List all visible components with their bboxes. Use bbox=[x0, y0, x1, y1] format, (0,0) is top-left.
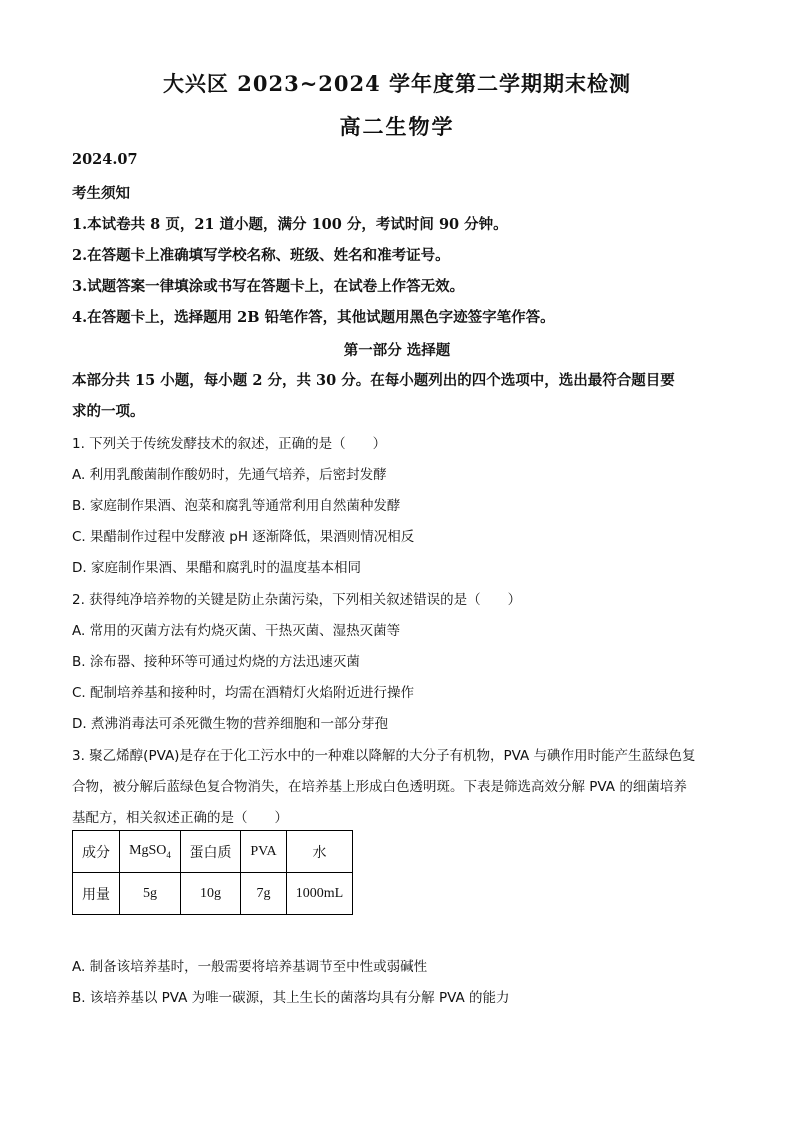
section-intro: 求的一项。 bbox=[72, 403, 145, 420]
table-cell: 蛋白质 bbox=[181, 831, 241, 873]
table-cell: 1000mL bbox=[287, 873, 353, 915]
table-header-row bbox=[73, 831, 353, 873]
option-b: B. 家庭制作果酒、泡菜和腐乳等通常利用自然菌种发酵 bbox=[72, 498, 401, 514]
exam-date: 2024.07 bbox=[72, 151, 138, 168]
question-stem: 基配方，相关叙述正确的是（ ） bbox=[72, 810, 288, 826]
question-stem: 1. 下列关于传统发酵技术的叙述，正确的是（ ） bbox=[72, 436, 387, 452]
table-row bbox=[73, 873, 353, 915]
notice-heading: 考生须知 bbox=[72, 185, 130, 202]
option-a: A. 利用乳酸菌制作酸奶时，先通气培养，后密封发酵 bbox=[72, 467, 387, 483]
exam-subject: 高二生物学 bbox=[339, 114, 455, 139]
option-b: B. 该培养基以 PVA 为唯一碳源，其上生长的菌落均具有分解 PVA 的能力 bbox=[72, 990, 510, 1006]
table-cell: 10g bbox=[181, 873, 241, 915]
section-title: 第一部分 选择题 bbox=[343, 342, 451, 359]
option-d: D. 煮沸消毒法可杀死微生物的营养细胞和一部分芽孢 bbox=[72, 716, 388, 732]
table-cell: 成分 bbox=[73, 831, 120, 873]
table-cell: PVA bbox=[241, 831, 287, 873]
table-cell: 5g bbox=[120, 873, 181, 915]
option-b: B. 涂布器、接种环等可通过灼烧的方法迅速灭菌 bbox=[72, 654, 360, 670]
table-cell: 用量 bbox=[73, 873, 120, 915]
option-c: C. 果醋制作过程中发酵液 pH 逐渐降低，果酒则情况相反 bbox=[72, 529, 415, 545]
notice-item: 4.在答题卡上，选择题用 2B 铅笔作答，其他试题用黑色字迹签字笔作答。 bbox=[72, 309, 555, 326]
table-cell: MgSO$_4$ bbox=[120, 831, 181, 873]
option-c: C. 配制培养基和接种时，均需在酒精灯火焰附近进行操作 bbox=[72, 685, 415, 701]
question-stem: 合物，被分解后蓝绿色复合物消失，在培养基上形成白色透明斑。下表是筛选高效分解 PVA 的细菌培养 bbox=[72, 779, 687, 795]
notice-item: 3.试题答案一律填涂或书写在答题卡上，在试卷上作答无效。 bbox=[72, 278, 465, 295]
question-stem: 3. 聚乙烯醇(PVA)是存在于化工污水中的一种难以降解的大分子有机物，PVA 与碘作用时能产生蓝绿色复 bbox=[72, 748, 696, 764]
notice-item: 2.在答题卡上准确填写学校名称、班级、姓名和准考证号。 bbox=[72, 247, 450, 264]
medium-formula-table bbox=[72, 830, 353, 915]
option-a: A. 制备该培养基时，一般需要将培养基调节至中性或弱碱性 bbox=[72, 959, 428, 975]
option-d: D. 家庭制作果酒、果醋和腐乳时的温度基本相同 bbox=[72, 560, 361, 576]
exam-title: 大兴区 2023~2024 学年度第二学期期末检测 bbox=[162, 71, 632, 96]
notice-item: 1.本试卷共 8 页，21 道小题，满分 100 分，考试时间 90 分钟。 bbox=[72, 216, 508, 233]
section-intro: 本部分共 15 小题，每小题 2 分，共 30 分。在每小题列出的四个选项中，选出最符合题目要 bbox=[72, 372, 675, 389]
question-stem: 2. 获得纯净培养物的关键是防止杂菌污染，下列相关叙述错误的是（ ） bbox=[72, 592, 522, 608]
option-a: A. 常用的灭菌方法有灼烧灭菌、干热灭菌、湿热灭菌等 bbox=[72, 623, 401, 639]
table-cell: 水 bbox=[287, 831, 353, 873]
table-cell: 7g bbox=[241, 873, 287, 915]
